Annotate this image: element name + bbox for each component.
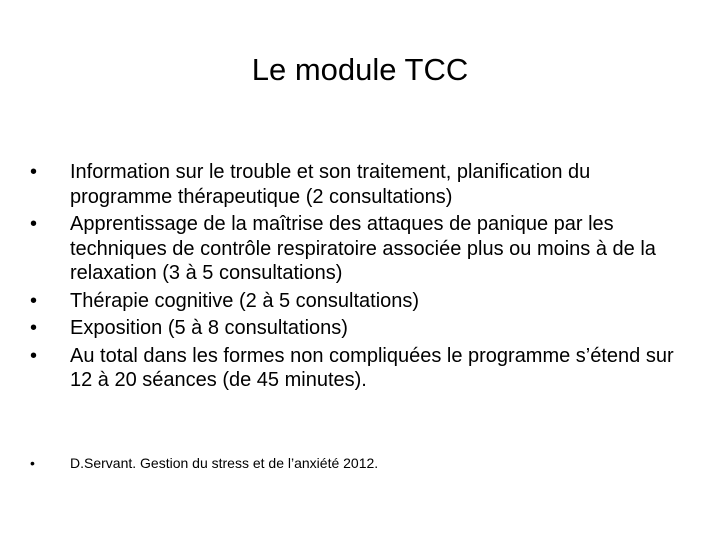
bullet-marker: • bbox=[30, 161, 38, 183]
bullet-marker: • bbox=[30, 344, 38, 367]
reference-note bbox=[30, 454, 680, 472]
bullet-text: Information sur le trouble et son traitement, planification du programme thérapeutique (2 consultations) bbox=[70, 161, 591, 208]
slide-title: Le module TCC bbox=[251, 52, 469, 87]
bullet-text: Thérapie cognitive (2 à 5 consultations) bbox=[70, 289, 420, 312]
bullet-text: Au total dans les formes non compliquées le programme s’étend sur 12 à 20 séances (de 45 minutes). bbox=[70, 344, 674, 391]
bullet-item bbox=[30, 212, 680, 286]
bullet-marker: • bbox=[30, 317, 38, 339]
bullet-item bbox=[30, 316, 680, 341]
bullet-marker: • bbox=[30, 213, 38, 235]
bullet-marker: • bbox=[30, 289, 38, 312]
bullet-text: Apprentissage de la maîtrise des attaques de panique par les techniques de contrôle respiratoire associée plus ou moins à de la relaxation (3 à 5 consultations) bbox=[70, 213, 656, 284]
bullet-text: Exposition (5 à 8 consultations) bbox=[70, 317, 348, 339]
bullet-item bbox=[30, 160, 680, 209]
bullet-marker: • bbox=[30, 455, 35, 471]
bullet-item bbox=[30, 289, 680, 314]
bullet-list bbox=[30, 160, 680, 396]
bullet-item bbox=[30, 344, 680, 393]
reference-text: D.Servant. Gestion du stress et de l’anxiété 2012. bbox=[70, 455, 379, 471]
